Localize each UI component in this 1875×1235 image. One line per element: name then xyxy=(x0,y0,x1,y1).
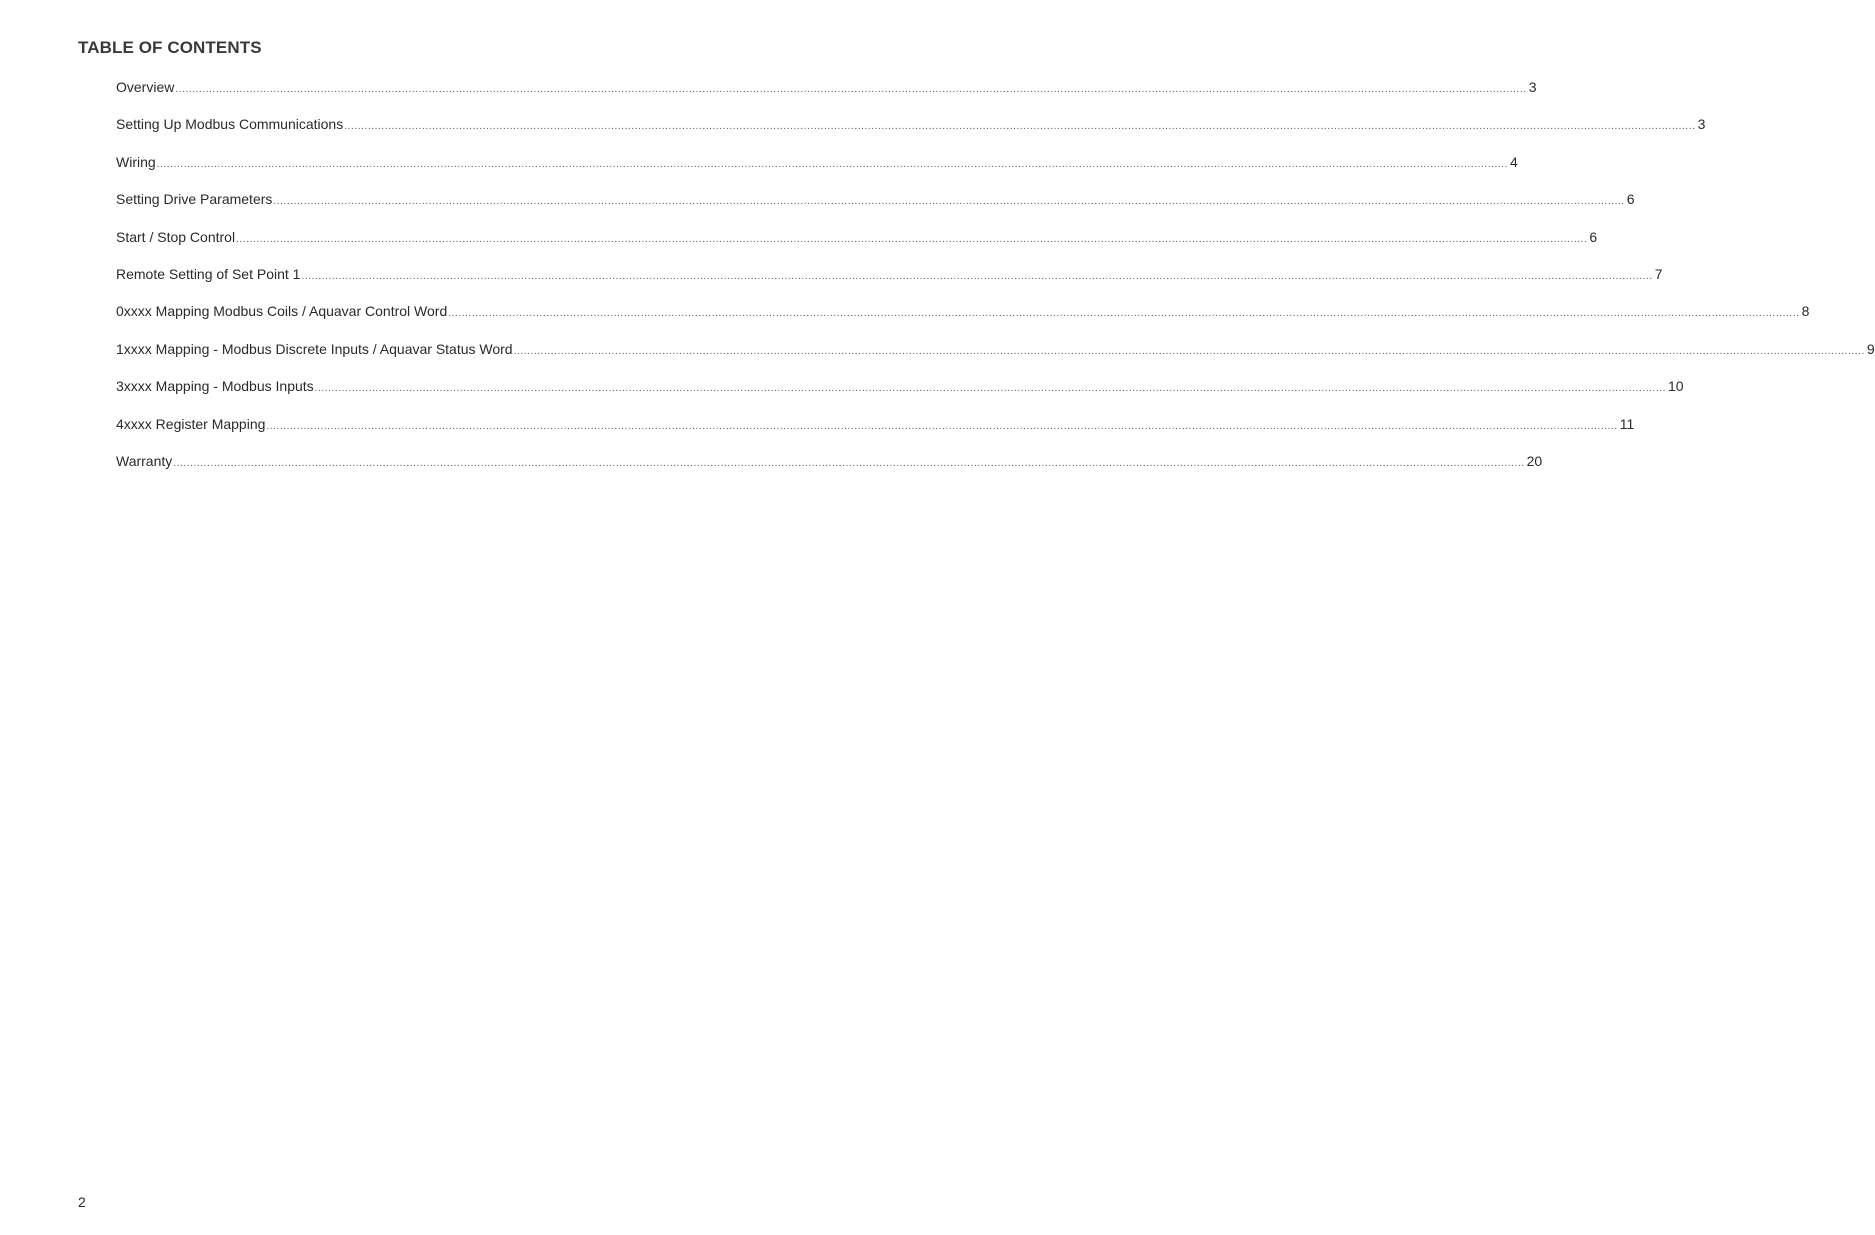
dot-leader: ................................................................................................................................................................................................................................................................................................................................................................................................................ xyxy=(314,383,1666,395)
toc-entry-label: Wiring xyxy=(116,153,156,170)
toc-entry-discrete-inputs-mapping[interactable] xyxy=(116,338,1875,375)
toc-entry-label: 4xxxx Register Mapping xyxy=(116,415,266,432)
toc-entry-label: Setting Drive Parameters xyxy=(116,191,273,208)
toc-entry-page: 8 xyxy=(1801,303,1810,320)
toc-entry-modbus-communications[interactable] xyxy=(116,113,1706,150)
toc-entry-page: 10 xyxy=(1667,378,1684,395)
toc-entry-register-mapping[interactable] xyxy=(116,413,1635,450)
toc-entry-drive-parameters[interactable] xyxy=(116,188,1635,225)
toc-entry-page: 4 xyxy=(1510,153,1518,170)
toc-entry-coils-mapping[interactable] xyxy=(116,300,1810,337)
toc-entry-label: 1xxxx Mapping - Modbus Discrete Inputs / Aquavar Status Word xyxy=(116,340,513,357)
toc-entry-warranty[interactable] xyxy=(116,450,1543,487)
toc-entry-label: Overview xyxy=(116,79,175,95)
toc-entry-page: 7 xyxy=(1654,265,1663,282)
toc-entry-label: Warranty xyxy=(116,452,173,469)
toc-entry-page: 3 xyxy=(1528,79,1537,95)
toc-entry-inputs-mapping[interactable] xyxy=(116,375,1684,412)
dot-leader: ................................................................................................................................................................................................................................................................................................................................................................................................................ xyxy=(236,233,1588,245)
toc-entry-overview[interactable] xyxy=(116,76,1537,113)
page-number: 2 xyxy=(78,1194,86,1210)
toc-entry-label: 3xxxx Mapping - Modbus Inputs xyxy=(116,378,314,395)
toc-entry-page: 6 xyxy=(1626,191,1635,208)
toc-entry-label: Remote Setting of Set Point 1 xyxy=(116,265,301,282)
dot-leader: ................................................................................................................................................................................................................................................................................................................................................................................................................ xyxy=(266,420,1618,432)
toc-entry-page: 3 xyxy=(1697,116,1706,133)
toc-entry-label: Setting Up Modbus Communications xyxy=(116,116,344,133)
toc-entry-page: 6 xyxy=(1589,228,1598,245)
dot-leader: ................................................................................................................................................................................................................................................................................................................................................................................................................ xyxy=(344,121,1696,133)
toc-entry-page: 20 xyxy=(1526,452,1543,469)
toc-entry-label: 0xxxx Mapping Modbus Coils / Aquavar Control Word xyxy=(116,303,448,320)
toc-entry-label: Start / Stop Control xyxy=(116,228,236,245)
toc-entry-remote-set-point[interactable] xyxy=(116,263,1663,300)
dot-leader: ................................................................................................................................................................................................................................................................................................................................................................................................................ xyxy=(273,196,1625,208)
dot-leader: ................................................................................................................................................................................................................................................................................................................................................................................................................ xyxy=(301,270,1653,282)
dot-leader: ................................................................................................................................................................................................................................................................................................................................................................................................................ xyxy=(448,308,1800,320)
page-title: TABLE OF CONTENTS xyxy=(78,38,262,57)
toc-entry-page: 11 xyxy=(1619,415,1635,432)
toc-entry-start-stop-control[interactable] xyxy=(116,226,1598,263)
dot-leader: ................................................................................................................................................................................................................................................................................................................................................................................................................ xyxy=(175,84,1527,95)
dot-leader: ................................................................................................................................................................................................................................................................................................................................................................................................................ xyxy=(156,158,1508,170)
toc-entry-wiring[interactable] xyxy=(116,151,1518,188)
dot-leader: ................................................................................................................................................................................................................................................................................................................................................................................................................ xyxy=(173,457,1525,469)
table-of-contents xyxy=(116,76,1875,487)
dot-leader: ................................................................................................................................................................................................................................................................................................................................................................................................................ xyxy=(513,345,1865,357)
toc-entry-page: 9 xyxy=(1866,340,1875,357)
